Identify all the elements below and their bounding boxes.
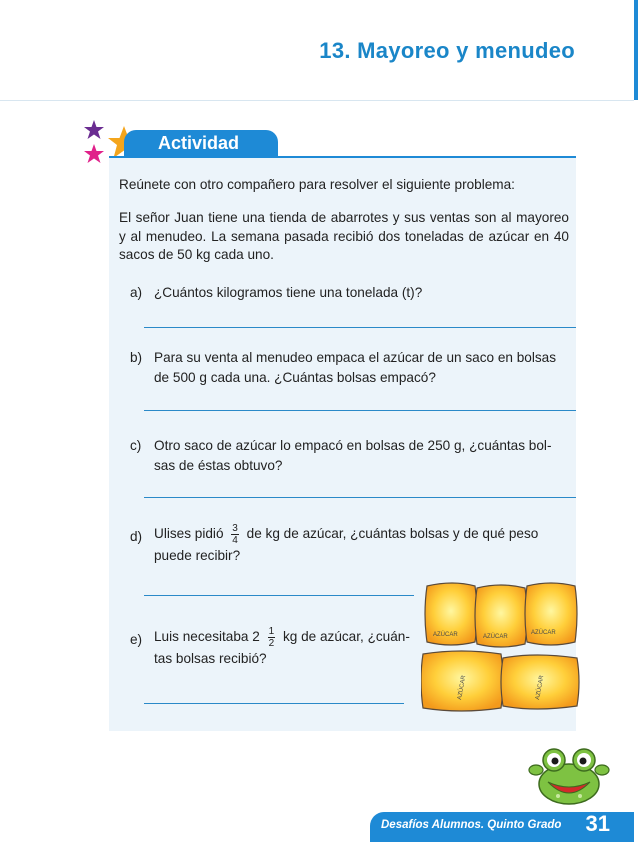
fraction-one-half xyxy=(268,626,276,649)
bag-label: AZÚCAR xyxy=(535,675,546,701)
question-post: kg de azúcar, ¿cuán- xyxy=(282,629,410,645)
fraction-denominator: 4 xyxy=(232,535,238,546)
problem-text: El señor Juan tiene una tienda de abarrotes y sus ventas son al mayoreo y al menudeo. La semana pasada recibió dos toneladas de azúcar en 40 sacos de 50 kg cada uno. xyxy=(119,210,569,262)
question-line: puede recibir? xyxy=(154,548,241,563)
right-edge-bar xyxy=(634,0,638,100)
question-label: d) xyxy=(130,529,143,544)
frog-mascot-icon xyxy=(528,746,610,808)
bag-label: AZÚCAR xyxy=(483,634,508,640)
question-text xyxy=(154,523,566,566)
answer-line-c[interactable] xyxy=(144,497,576,498)
question-text xyxy=(154,436,551,476)
question-label: c) xyxy=(130,438,142,453)
purple-star-icon xyxy=(84,120,104,139)
question-line: sas de éstas obtuvo? xyxy=(154,458,283,473)
question-text xyxy=(154,348,556,388)
title-divider xyxy=(0,100,634,101)
fraction-numerator: 1 xyxy=(268,626,275,637)
question-post: de kg de azúcar, ¿cuántas bolsas y de qué peso xyxy=(246,526,539,542)
footer-text: Desafíos Alumnos. Quinto Grado xyxy=(381,819,562,831)
bag-label: AZÚCAR xyxy=(433,632,458,638)
question-label: b) xyxy=(130,350,143,365)
answer-line-d[interactable] xyxy=(144,595,414,596)
answer-line-a[interactable] xyxy=(144,327,576,328)
footer-bar xyxy=(370,812,634,842)
question-line: de 500 g cada una. ¿Cuántas bolsas empacó? xyxy=(154,370,436,385)
panel-top-rule xyxy=(109,156,576,158)
intro-text: Reúnete con otro compañero para resolver el siguiente problema: xyxy=(119,177,515,192)
fraction-numerator: 3 xyxy=(232,523,238,534)
answer-line-e[interactable] xyxy=(144,703,404,704)
question-label: a) xyxy=(130,285,143,300)
question-text xyxy=(154,626,444,669)
page-number: 31 xyxy=(585,811,610,836)
question-pre: Ulises pidió xyxy=(154,526,224,542)
question-pre: Luis necesitaba 2 xyxy=(154,629,260,645)
fraction-three-quarters xyxy=(231,523,239,546)
fraction-denominator: 2 xyxy=(268,638,275,649)
activity-tab xyxy=(124,130,278,158)
question-label: e) xyxy=(130,632,143,647)
question-text: ¿Cuántos kilogramos tiene una tonelada (t)? xyxy=(154,285,423,300)
bag-label: AZÚCAR xyxy=(457,675,468,701)
activity-label: Actividad xyxy=(158,133,240,153)
question-line: tas bolsas recibió? xyxy=(154,651,267,666)
question-line: Para su venta al menudeo empaca el azúcar de un saco en bolsas xyxy=(154,350,557,365)
answer-line-b[interactable] xyxy=(144,410,576,411)
bag-label: AZÚCAR xyxy=(531,630,556,636)
sugar-bag-icon xyxy=(421,583,579,711)
question-line: Otro saco de azúcar lo empacó en bolsas de 250 g, ¿cuántas bol- xyxy=(154,438,552,453)
page-title: 13. Mayoreo y menudeo xyxy=(319,38,575,63)
sugar-bags-illustration xyxy=(421,578,581,728)
magenta-star-icon xyxy=(84,144,104,163)
